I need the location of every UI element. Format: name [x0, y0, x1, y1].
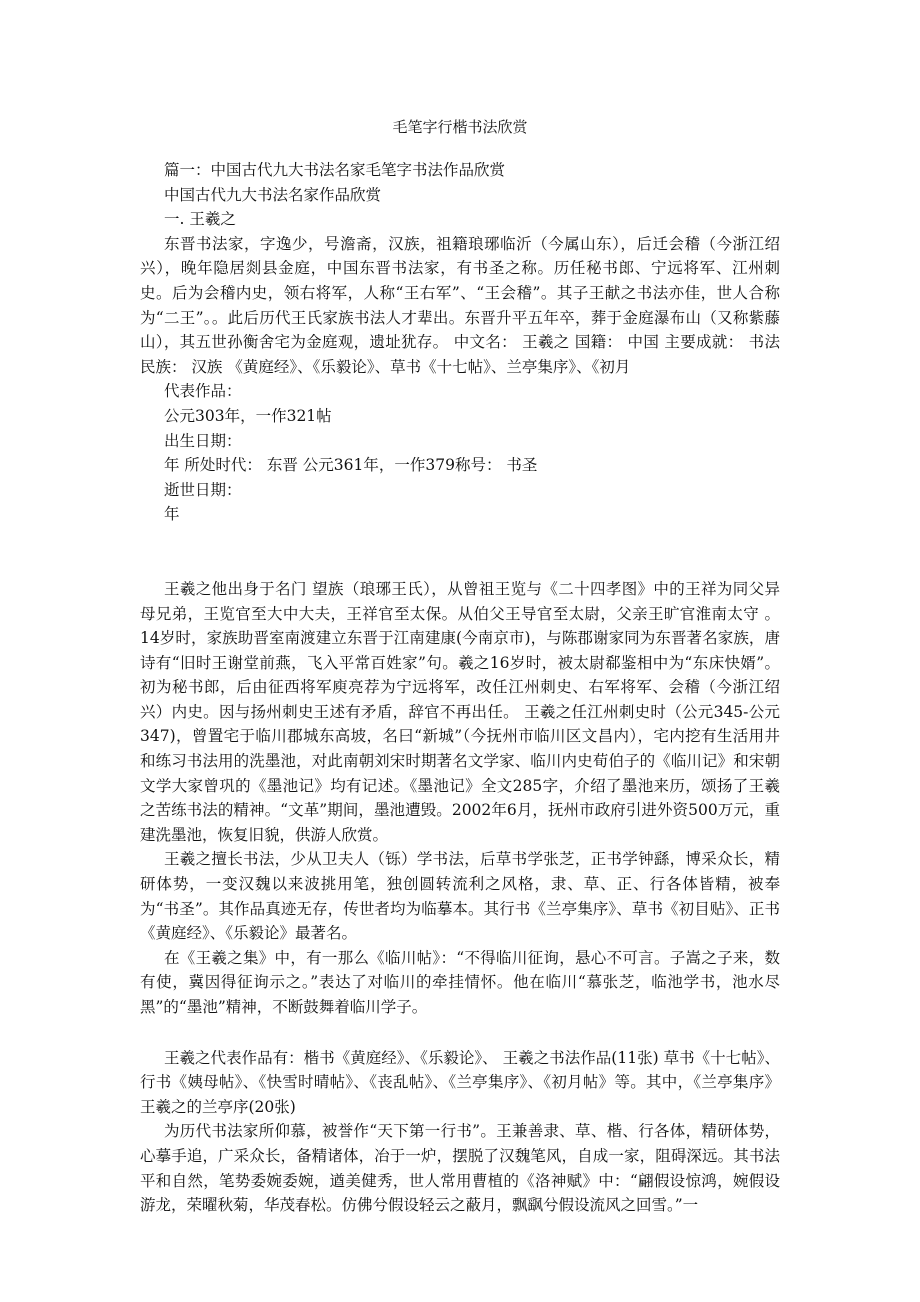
info-line: 年	[164, 505, 180, 524]
info-line: 逝世日期：	[164, 480, 242, 499]
spacer	[140, 1020, 780, 1046]
document-body	[140, 158, 780, 1218]
info-line: 年 所处时代： 东晋 公元361年，一作379称号： 书圣	[164, 456, 538, 475]
section-heading: 篇一：中国古代九大书法名家毛笔字书法作品欣赏	[164, 161, 506, 179]
item-heading: 一. 王羲之	[164, 210, 236, 229]
bio-paragraph: 东晋书法家，字逸少，号澹斋，汉族，祖籍琅琊临沂（今属山东），后迁会稽（今浙江绍兴），晚年隐居剡县金庭，中国东晋书法家，有书圣之称。历任秘书郎、宁远将军、江州刺史。后为会稽内史，领右将军，人称“王右军”、“王会稽”。其子王献之书法亦佳，世人合称为“二王”。。此后历代王氏家族书法人才辈出。东晋升平五年卒，葬于金庭瀑布山（又称紫藤山），其五世孙衡舍宅为金庭观，遗址犹存。 中文名： 王羲之 国籍： 中国 主要成就： 书法 民族： 汉族 《黄庭经》、《乐毅论》、草书《十七帖》、兰亭集序》、《初月	[140, 234, 780, 376]
subheading: 中国古代九大书法名家作品欣赏	[164, 185, 382, 204]
document-title: 毛笔字行楷书法欣赏	[392, 118, 528, 136]
body-paragraph: 为历代书法家所仰慕，被誉作“天下第一行书”。王兼善隶、草、楷、行各体，精研体势，心摹手追，广采众长，备精诸体，冶于一炉，摆脱了汉魏笔风，自成一家，阻碍深远。其书法平和自然，笔势委婉委婉，遒美健秀，世人常用曹植的《洛神赋》中：“翩假设惊鸿，婉假设游龙，荣曜秋菊，华茂春松。仿佛兮假设轻云之蔽月，飘飖兮假设流风之回雪。”一	[140, 1122, 780, 1215]
spacer	[140, 552, 780, 577]
spacer	[140, 527, 780, 552]
body-paragraph: 王羲之他出身于名门 望族（琅琊王氏），从曾祖王览与《二十四孝图》中的王祥为同父异母兄弟，王览官至大中大夫，王祥官至太保。从伯父王导官至太尉，父亲王旷官淮南太守 。14岁时，家族助晋室南渡建立东晋于江南建康(今南京市)，与陈郡谢家同为东晋著名家族，唐诗有“旧时王谢堂前燕，飞入平常百姓家”句。羲之16岁时，被太尉郗鉴相中为“东床快婿”。初为秘书郎，后由征西将军庾亮荐为宁远将军，改任江州刺史、右军将军、会稽（今浙江绍兴）内史。因与扬州刺史王述有矛盾，辞官不再出任。 王羲之任江州刺史时（公元345-公元347)，曾置宅于临川郡城东高坡，名曰“新城”（今抚州市临川区文昌内），宅内挖有生活用井和练习书法用的洗墨池，对此南朝刘宋时期著名文学家、临川内史荀伯子的《临川记》和宋朝文学大家曾巩的《墨池记》均有记述。《墨池记》全文285字，介绍了墨池来历，颂扬了王羲之苦练书法的精神。“文革”期间，墨池遭毁。2002年6月，抚州市政府引进外资500万元，重建洗墨池，恢复旧貌，供游人欣赏。	[140, 579, 780, 844]
info-line: 出生日期：	[164, 431, 242, 450]
body-paragraph: 王羲之擅长书法，少从卫夫人（铄）学书法，后草书学张芝，正书学钟繇，博采众长，精研体势，一变汉魏以来波挑用笔，独创圆转流利之风格，隶、草、正、行各体皆精，被奉为“书圣”。其作品真迹无存，传世者均为临摹本。其行书《兰亭集序》、草书《初目贴》、正书《黄庭经》、《乐毅论》最著名。	[140, 850, 780, 943]
info-line: 代表作品：	[164, 382, 242, 401]
body-paragraph: 在《王羲之集》中，有一那么《临川帖》：“不得临川征询，悬心不可言。子嵩之子来，数有使，冀因得征询示之。”表达了对临川的牵挂情怀。他在临川“慕张芝，临池学书，池水尽黑”的“墨池”精神，不断鼓舞着临川学子。	[140, 948, 780, 1016]
info-line: 公元303年，一作321帖	[164, 406, 332, 425]
body-paragraph: 王羲之代表作品有：楷书《黄庭经》、《乐毅论》、 王羲之书法作品(11张) 草书《十七帖》、行书《姨母帖》、《快雪时晴帖》、《丧乱帖》、《兰亭集序》、《初月帖》等。其中，《兰亭集序》 王羲之的兰亭序(20张)	[140, 1048, 780, 1116]
